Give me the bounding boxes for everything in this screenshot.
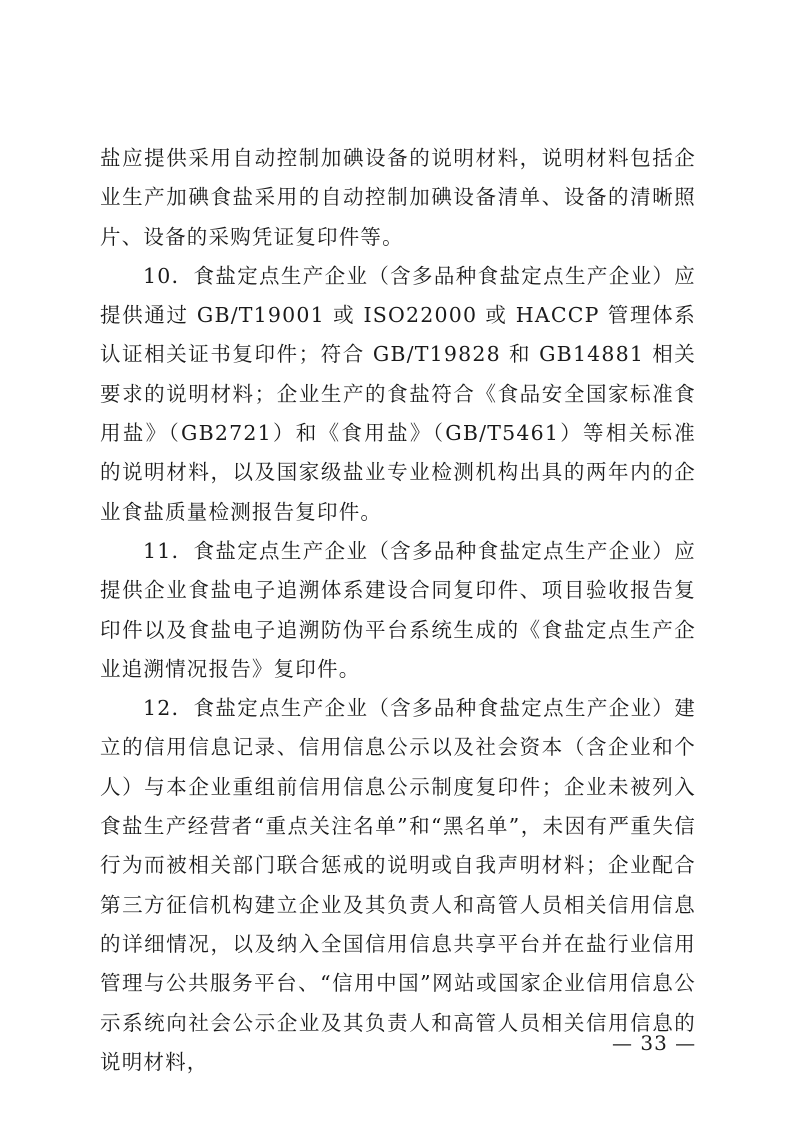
page-number: — 33 — bbox=[612, 1031, 697, 1055]
body-text bbox=[100, 139, 696, 1082]
paragraph-item-11: 11．食盐定点生产企业（含多品种食盐定点生产企业）应提供企业食盐电子追溯体系建设合同复印件、项目验收报告复印件以及食盐电子追溯防伪平台系统生成的《食盐定点生产企业追溯情况报告》复印件。 bbox=[100, 538, 696, 681]
paragraph-item-12: 12．食盐定点生产企业（含多品种食盐定点生产企业）建立的信用信息记录、信用信息公示以及社会资本（含企业和个人）与本企业重组前信用信息公示制度复印件；企业未被列入食盐生产经营者“重点关注名单”和“黑名单”，未因有严重失信行为而被相关部门联合惩戒的说明或自我声明材料；企业配合第三方征信机构建立企业及其负责人和高管人员相关信用信息的详细情况，以及纳入全国信用信息共享平台并在盐行业信用管理与公共服务平台、“信用中国”网站或国家企业信用信息公示系统向社会公示企业及其负责人和高管人员相关信用信息的说明材料， bbox=[100, 696, 696, 1074]
paragraph-item-10: 10．食盐定点生产企业（含多品种食盐定点生产企业）应提供通过 GB/T19001 或 ISO22000 或 HACCP 管理体系认证相关证书复印件；符合 GB/T19828 和 GB14881 相关要求的说明材料；企业生产的食盐符合《食品安全国家标准食用盐》（GB2721）和《食用盐》（GB/T5461）等相关标准的说明材料，以及国家级盐业专业检测机构出具的两年内的企业食盐质量检测报告复印件。 bbox=[100, 263, 696, 524]
paragraph-continuation: 盐应提供采用自动控制加碘设备的说明材料，说明材料包括企业生产加碘食盐采用的自动控制加碘设备清单、设备的清晰照片、设备的采购凭证复印件等。 bbox=[100, 146, 696, 249]
